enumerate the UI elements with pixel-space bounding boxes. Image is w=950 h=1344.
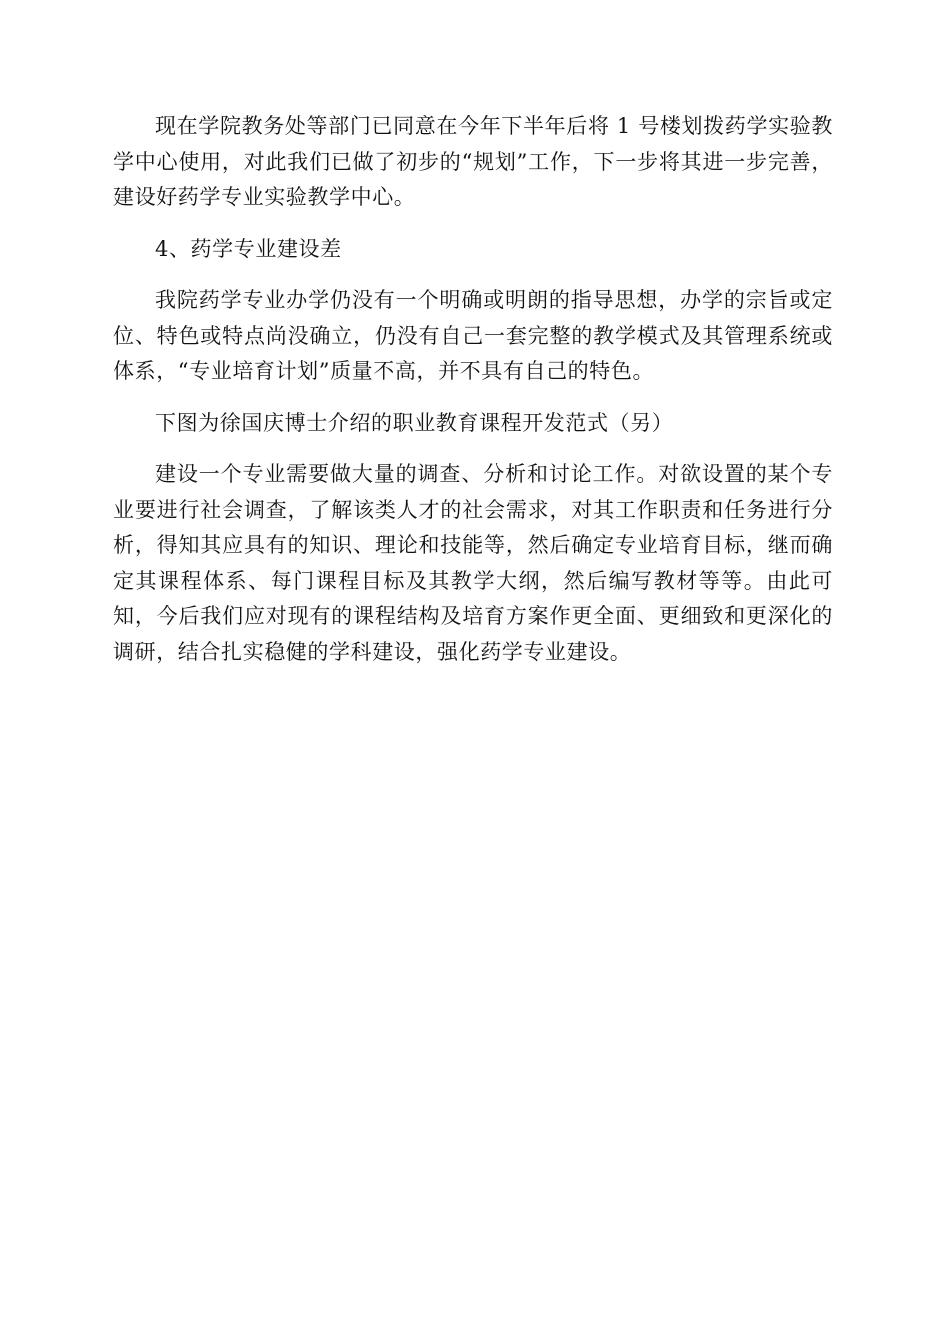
paragraph-figure-note: 下图为徐国庆博士介绍的职业教育课程开发范式（另） <box>155 410 674 435</box>
paragraph-major-construction: 建设一个专业需要做大量的调查、分析和讨论工作。对欲设置的某个专业要进行社会调查，了解该类人才的社会需求，对其工作职责和任务进行分析，得知其应具有的知识、理论和技能等，然后确定专业培育目标，继而确定其课程体系、每门课程目标及其教学大纲，然后编写教材等等。由此可知，今后我们应对现有的课程结构及培育方案作更全面、更细致和更深化的调研，结合扎实稳健的学科建设，强化药学专业建设。 <box>113 462 833 664</box>
document-body <box>113 109 833 686</box>
section-heading-pharmacy-major: 4、药学专业建设差 <box>155 236 342 261</box>
paragraph-pharmacy-major-issues: 我院药学专业办学仍没有一个明确或明朗的指导思想，办学的宗旨或定位、特色或特点尚没确立，仍没有自己一套完整的教学模式及其管理系统或体系，“专业培育计划”质量不高，并不具有自己的特色。 <box>113 288 833 383</box>
paragraph-lab-center-plan: 现在学院教务处等部门已同意在今年下半年后将 1 号楼划拨药学实验教学中心使用，对此我们已做了初步的“规划”工作，下一步将其进一步完善，建设好药学专业实验教学中心。 <box>113 114 833 209</box>
